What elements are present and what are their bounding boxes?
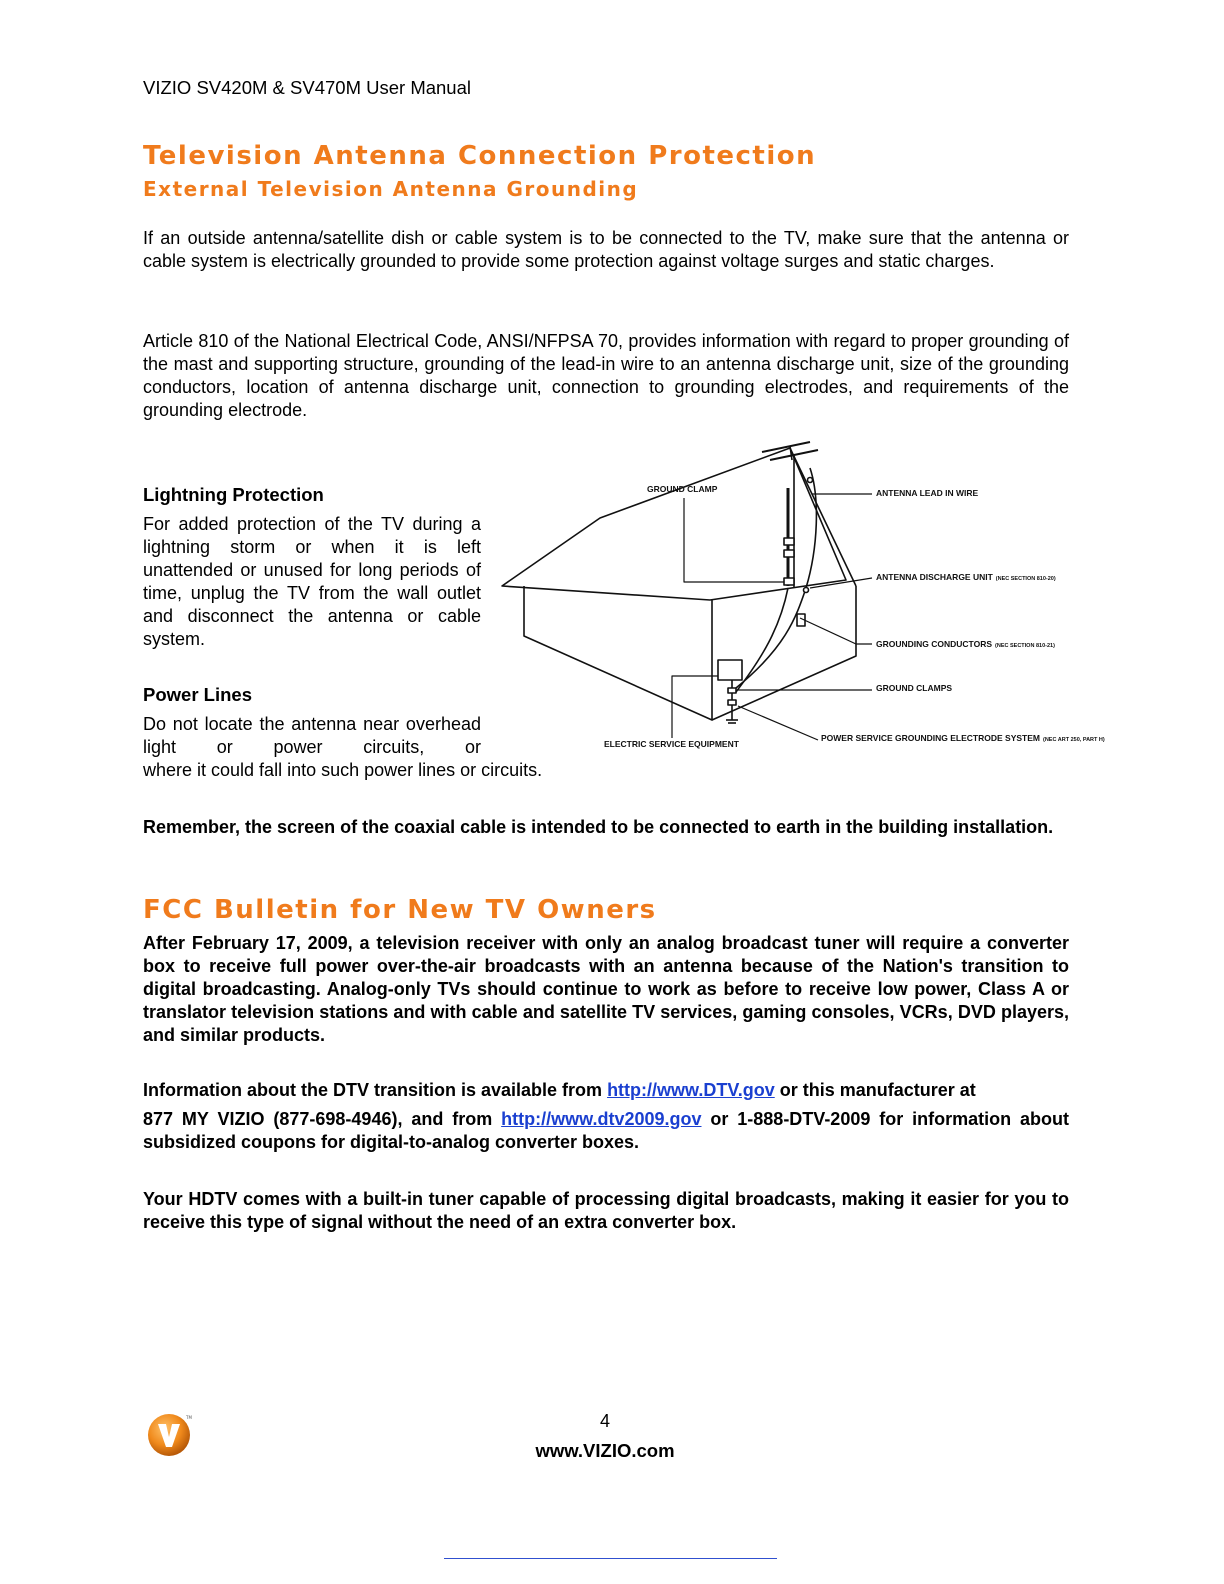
- dtv-coupon-paragraph: 877 MY VIZIO (877-698-4946), and from http://www.dtv2009.gov or 1-888-DTV-2009 for information about subsidized coupons for digital-to-analog converter boxes.: [143, 1109, 1069, 1152]
- label-ground-clamps: GROUND CLAMPS: [876, 683, 953, 693]
- lightning-protection-heading: Lightning Protection: [143, 484, 324, 505]
- power-lines-text: Do not locate the antenna near overhead light or power circuits, or: [143, 714, 481, 757]
- dtv-info-line: Information about the DTV transition is available from http://www.DTV.gov or this manufacturer at: [143, 1080, 976, 1100]
- label-antenna-lead-in-wire: ANTENNA LEAD IN WIRE: [876, 488, 979, 498]
- fcc-analog-transition-paragraph: After February 17, 2009, a television receiver with only an analog broadcast tuner will require a converter box to receive full power over-the-air broadcasts with an antenna because of the Nation's transition to digital broadcasting. Analog-only TVs should continue to work as before to receive low power, Class A or translator television stations and with cable and satellite TV services, gaming consoles, VCRs, DVD players, and similar products.: [143, 933, 1069, 1045]
- grounding-intro-paragraph: If an outside antenna/satellite dish or cable system is to be connected to the TV, make sure that the antenna or cable system is electrically grounded to provide some protection against voltage surges and static charges.: [143, 228, 1069, 271]
- label-antenna-discharge-unit: ANTENNA DISCHARGE UNIT (NEC SECTION 810-20): [876, 572, 1056, 582]
- label-grounding-conductors: GROUNDING CONDUCTORS (NEC SECTION 810-21): [876, 639, 1055, 649]
- label-power-service-grounding: POWER SERVICE GROUNDING ELECTRODE SYSTEM (NEC ART 250, PART H): [821, 733, 1105, 743]
- label-electric-service-equipment: ELECTRIC SERVICE EQUIPMENT: [604, 739, 739, 749]
- coaxial-cable-note: Remember, the screen of the coaxial cable is intended to be connected to earth in the building installation.: [143, 817, 1054, 837]
- bottom-rule: [444, 1558, 777, 1559]
- power-lines-text-continued: where it could fall into such power lines or circuits.: [143, 760, 543, 780]
- power-lines-heading: Power Lines: [143, 684, 252, 705]
- running-header: VIZIO SV420M & SV470M User Manual: [143, 77, 471, 98]
- footer-url[interactable]: www.VIZIO.com: [535, 1440, 675, 1461]
- antenna-grounding-diagram: [500, 438, 1124, 754]
- hdtv-tuner-paragraph: Your HDTV comes with a built-in tuner capable of processing digital broadcasts, making it easier for you to receive this type of signal without the need of an extra converter box.: [143, 1189, 1069, 1232]
- svg-text:TM: TM: [186, 1415, 192, 1420]
- dtv2009-gov-link[interactable]: http://www.dtv2009.gov: [501, 1109, 702, 1129]
- service-box: [718, 660, 742, 680]
- nec-article-paragraph: Article 810 of the National Electrical Code, ANSI/NFPSA 70, provides information with regard to proper grounding of the mast and supporting structure, grounding of the lead-in wire to an antenna discharge unit, size of the grounding conductors, location of antenna discharge unit, connection to grounding electrodes, and requirements of the grounding electrode.: [143, 331, 1069, 420]
- page-number: 4: [599, 1411, 610, 1431]
- dtv-gov-link[interactable]: http://www.DTV.gov: [607, 1080, 775, 1100]
- fcc-bulletin-title: FCC Bulletin for New TV Owners: [143, 895, 657, 925]
- house-front-wall: [524, 586, 712, 720]
- page-title: Television Antenna Connection Protection: [143, 141, 817, 171]
- label-ground-clamp: GROUND CLAMP: [647, 484, 718, 494]
- page-subtitle: External Television Antenna Grounding: [143, 177, 639, 201]
- lightning-protection-text: For added protection of the TV during a lightning storm or when it is left unattended or unused for long periods of time, unplug the TV from the wall outlet and disconnect the antenna or cable system.: [143, 514, 481, 649]
